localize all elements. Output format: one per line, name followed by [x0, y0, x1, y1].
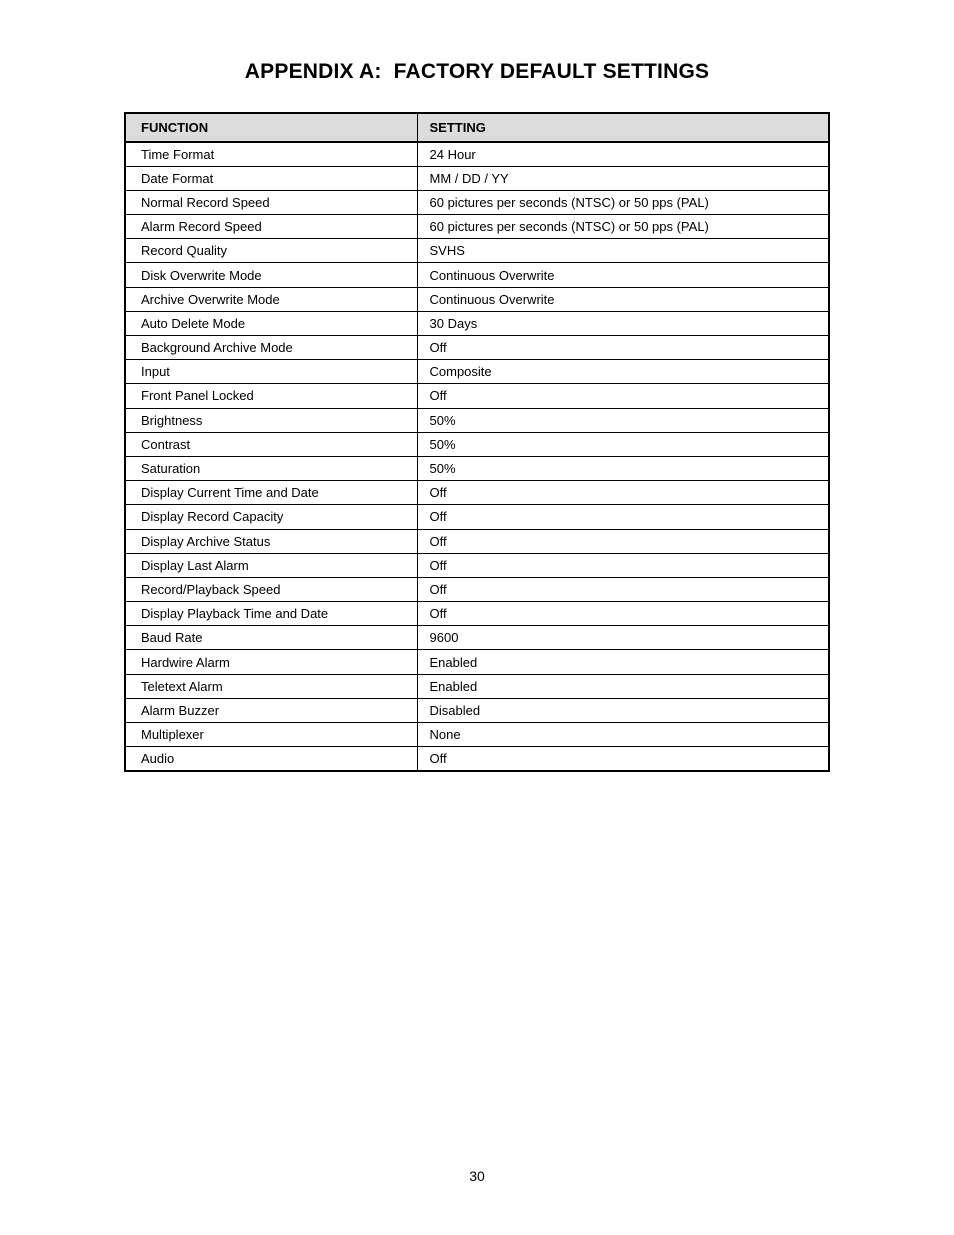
table-row — [125, 360, 829, 384]
function-cell: Hardwire Alarm — [125, 650, 417, 674]
function-cell: Display Last Alarm — [125, 553, 417, 577]
function-cell: Display Current Time and Date — [125, 481, 417, 505]
table-row — [125, 529, 829, 553]
function-cell: Teletext Alarm — [125, 674, 417, 698]
function-cell: Saturation — [125, 456, 417, 480]
function-column-header: FUNCTION — [125, 113, 417, 142]
table-row — [125, 408, 829, 432]
function-cell: Alarm Buzzer — [125, 698, 417, 722]
function-cell: Record/Playback Speed — [125, 577, 417, 601]
setting-cell: 9600 — [417, 626, 829, 650]
function-cell: Input — [125, 360, 417, 384]
function-cell: Brightness — [125, 408, 417, 432]
table-row — [125, 336, 829, 360]
setting-cell: Off — [417, 384, 829, 408]
function-cell: Audio — [125, 747, 417, 771]
table-row — [125, 553, 829, 577]
function-cell: Alarm Record Speed — [125, 215, 417, 239]
function-cell: Time Format — [125, 142, 417, 166]
table-row — [125, 263, 829, 287]
setting-cell: Enabled — [417, 674, 829, 698]
function-cell: Front Panel Locked — [125, 384, 417, 408]
function-cell: Archive Overwrite Mode — [125, 287, 417, 311]
setting-cell: MM / DD / YY — [417, 166, 829, 190]
setting-cell: Off — [417, 481, 829, 505]
setting-cell: Off — [417, 577, 829, 601]
table-header-row — [125, 113, 829, 142]
function-cell: Baud Rate — [125, 626, 417, 650]
setting-cell: 50% — [417, 408, 829, 432]
setting-cell: Off — [417, 553, 829, 577]
function-cell: Multiplexer — [125, 723, 417, 747]
table-row — [125, 384, 829, 408]
function-cell: Display Playback Time and Date — [125, 602, 417, 626]
table-row — [125, 311, 829, 335]
setting-cell: 30 Days — [417, 311, 829, 335]
setting-cell: Off — [417, 747, 829, 771]
function-cell: Background Archive Mode — [125, 336, 417, 360]
table-row — [125, 432, 829, 456]
table-row — [125, 481, 829, 505]
setting-cell: Disabled — [417, 698, 829, 722]
setting-cell: 50% — [417, 432, 829, 456]
table-row — [125, 505, 829, 529]
factory-defaults-table — [124, 112, 830, 772]
function-cell: Record Quality — [125, 239, 417, 263]
setting-cell: 60 pictures per seconds (NTSC) or 50 pps (PAL) — [417, 190, 829, 214]
setting-cell: Composite — [417, 360, 829, 384]
setting-cell: SVHS — [417, 239, 829, 263]
table-row — [125, 239, 829, 263]
setting-cell: 24 Hour — [417, 142, 829, 166]
table-row — [125, 456, 829, 480]
setting-cell: Enabled — [417, 650, 829, 674]
table-row — [125, 602, 829, 626]
setting-cell: None — [417, 723, 829, 747]
setting-cell: Off — [417, 336, 829, 360]
table-row — [125, 674, 829, 698]
function-cell: Display Record Capacity — [125, 505, 417, 529]
table-row — [125, 190, 829, 214]
table-row — [125, 577, 829, 601]
setting-cell: 50% — [417, 456, 829, 480]
table-row — [125, 215, 829, 239]
setting-cell: Off — [417, 529, 829, 553]
page-title: APPENDIX A: FACTORY DEFAULT SETTINGS — [244, 60, 710, 83]
table-row — [125, 287, 829, 311]
setting-column-header: SETTING — [417, 113, 829, 142]
setting-cell: Continuous Overwrite — [417, 287, 829, 311]
table-row — [125, 626, 829, 650]
table-row — [125, 723, 829, 747]
setting-cell: Off — [417, 602, 829, 626]
function-cell: Disk Overwrite Mode — [125, 263, 417, 287]
function-cell: Display Archive Status — [125, 529, 417, 553]
setting-cell: Continuous Overwrite — [417, 263, 829, 287]
setting-cell: 60 pictures per seconds (NTSC) or 50 pps (PAL) — [417, 215, 829, 239]
function-cell: Contrast — [125, 432, 417, 456]
table-row — [125, 747, 829, 771]
table-row — [125, 166, 829, 190]
table-row — [125, 142, 829, 166]
table-row — [125, 698, 829, 722]
function-cell: Date Format — [125, 166, 417, 190]
page-number: 30 — [469, 1168, 485, 1184]
function-cell: Auto Delete Mode — [125, 311, 417, 335]
function-cell: Normal Record Speed — [125, 190, 417, 214]
table-body — [125, 142, 829, 771]
setting-cell: Off — [417, 505, 829, 529]
table-row — [125, 650, 829, 674]
